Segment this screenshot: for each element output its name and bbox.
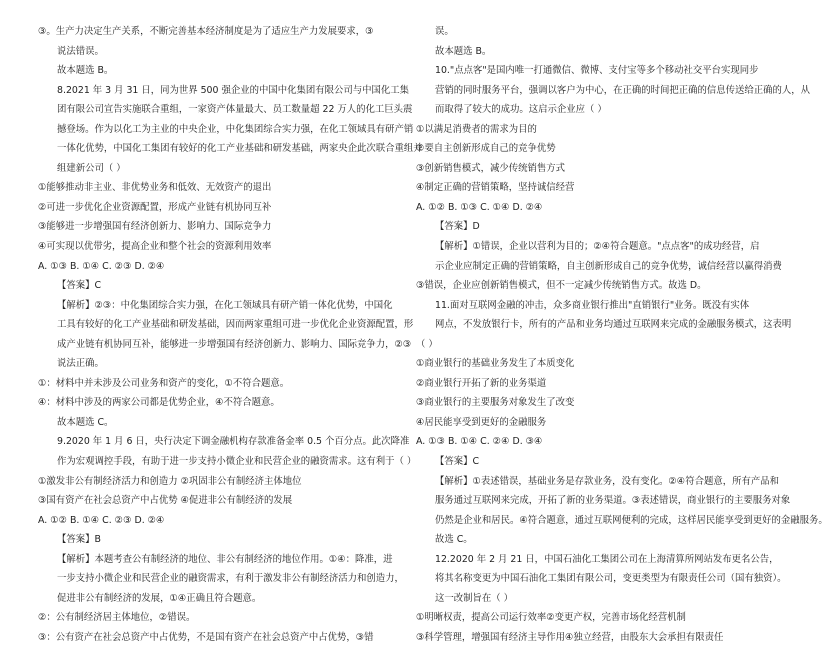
text-line: ③能够进一步增强国有经济创新力、影响力、国际竞争力 (38, 221, 272, 233)
left-column (38, 22, 423, 648)
text-line: 10."点点客"是国内唯一打通微信、微博、支付宝等多个移动社交平台实现同步 (435, 65, 759, 77)
text-line: 团有限公司宣告实施联合重组，一家资产体量最大、员工数量超 22 万人的化工巨头震 (57, 104, 413, 116)
text-line: 示企业应制定正确的营销策略，自主创新形成自己的竞争优势，诚信经营以赢得消费 (435, 260, 782, 272)
text-line: 【答案】B (57, 534, 101, 546)
text-line: 仍然是企业和居民。④符合题意，通过互联网便利的完成，这样居民能享受到更好的金融服务。 (435, 514, 828, 526)
text-line: 说法正确。 (57, 358, 104, 370)
text-line: A. ①② B. ①④ C. ②③ D. ②④ (38, 514, 165, 526)
text-line: 成产业链有机协同互补，能够进一步增强国有经济创新力、影响力、国际竞争力，②③ (57, 338, 412, 350)
text-line: 11.面对互联网金融的冲击，众多商业银行推出"直销银行"业务。既没有实体 (435, 299, 750, 311)
text-line: ④居民能享受到更好的金融服务 (416, 416, 547, 428)
text-line: A. ①③ B. ①④ C. ②③ D. ②④ (38, 260, 165, 272)
text-line: 12.2020 年 2 月 21 日，中国石油化工集团公司在上海清算所网站发布更名公告， (435, 553, 779, 565)
text-line: A. ①③ B. ①④ C. ②④ D. ③④ (416, 436, 543, 448)
text-line: ③商业银行的主要服务对象发生了改变 (416, 397, 575, 409)
text-line: 一步支持小微企业和民营企业的融资需求，有利于激发非公有制经济活力和创造力， (57, 573, 404, 585)
text-line: ③创新销售模式，减少传统销售方式 (416, 162, 566, 174)
text-line: 一体化优势，中国化工集团有较好的化工产业基础和研发基础，两家央企此次联合重组并 (57, 143, 423, 155)
text-line: ②：公有制经济居主体地位，②错误。 (38, 612, 196, 624)
text-line: 【答案】D (435, 221, 480, 233)
text-line: 故本题选 B。 (57, 65, 114, 77)
text-line: ①商业银行的基础业务发生了本质变化 (416, 358, 575, 370)
text-line: 服务通过互联网来完成，开拓了新的业务渠道。③表述错误，商业银行的主要服务对象 (435, 495, 791, 507)
text-line: 撼登场。作为以化工为主业的中央企业，中化集团综合实力强，在化工领域具有研产销 (57, 123, 414, 135)
text-line: 故本题选 B。 (435, 45, 492, 57)
text-line: 故选 C。 (435, 534, 473, 546)
text-line: 故本题选 C。 (57, 416, 114, 428)
text-line: 网点，不发放银行卡，所有的产品和业务均通过互联网来完成的金融服务模式，这表明 (435, 319, 792, 331)
text-line: ④可实现以优带劣，提高企业和整个社会的资源利用效率 (38, 241, 272, 253)
text-line: ③。生产力决定生产关系，不断完善基本经济制度是为了适应生产力发展要求，③ (38, 26, 374, 37)
text-line: 营销的同时服务平台，强调以客户为中心，在正确的时间把正确的信息传送给正确的人，从 (435, 84, 811, 96)
text-line: 促进非公有制经济的发展，①④正确且符合题意。 (57, 592, 262, 604)
text-line: ②可进一步优化企业资源配置，形成产业链有机协同互补 (38, 201, 272, 213)
text-line: ③科学管理，增强国有经济主导作用④独立经营，由股东大会承担有限责任 (416, 631, 724, 643)
text-line: ②要自主创新形成自己的竞争优势 (416, 143, 556, 155)
text-line: 将其名称变更为中国石油化工集团有限公司，变更类型为有限责任公司（国有独资）。 (435, 573, 787, 585)
text-line: 【解析】①表述错误，基础业务是存款业务，没有变化。②④符合题意，所有产品和 (435, 475, 779, 487)
text-line: ①激发非公有制经济活力和创造力 ②巩固非公有制经济主体地位 (38, 475, 302, 487)
text-line: ③国有资产在社会总资产中占优势 ④促进非公有制经济的发展 (38, 495, 293, 507)
text-line: 组建新公司（ ） (57, 162, 126, 174)
text-line: 【解析】本题考查公有制经济的地位、非公有制经济的地位作用。①④：降准，进 (57, 553, 393, 565)
text-line: ①明晰权责，提高公司运行效率②变更产权，完善市场化经营机制 (416, 612, 686, 624)
text-line: 作为宏观调控手段，有助于进一步支持小微企业和民营企业的融资需求。这有利于（ ） (57, 456, 417, 468)
text-line: ④：材料中涉及的两家公司都是优势企业，④不符合题意。 (38, 397, 280, 409)
text-line: ①以满足消费者的需求为目的 (416, 123, 537, 135)
text-line: ②商业银行开拓了新的业务渠道 (416, 377, 547, 389)
text-line: 工具有较好的化工产业基础和研发基础，因而两家重组可进一步优化企业资源配置，形 (57, 319, 414, 331)
text-line: 这一改制旨在（ ） (435, 592, 513, 604)
right-column (416, 22, 828, 648)
text-line: 8.2021 年 3 月 31 日，同为世界 500 强企业的中国中化集团有限公司与中国化工集 (57, 84, 409, 96)
text-line: ①能够推动非主业、非优势业务和低效、无效资产的退出 (38, 182, 272, 194)
text-line: （ ） (416, 338, 438, 350)
text-line: 【解析】①错误，企业以营利为目的；②④符合题意。"点点客"的成功经营，启 (435, 241, 760, 253)
text-line: 而取得了较大的成功。这启示企业应（ ） (435, 104, 607, 116)
text-line: ③错误，企业应创新销售模式，但不一定减少传统销售方式。故选 D。 (416, 280, 707, 292)
text-line: 【解析】②③：中化集团综合实力强，在化工领域具有研产销一体化优势，中国化 (57, 299, 393, 311)
text-line: 9.2020 年 1 月 6 日，央行决定下调金融机构存款准备金率 0.5 个百分点。此次降准 (57, 436, 410, 448)
text-line: 【答案】C (435, 456, 480, 468)
text-line: ①：材料中并未涉及公司业务和资产的变化，①不符合题意。 (38, 377, 290, 389)
text-line: 说法错误。 (57, 45, 104, 57)
text-line: ④制定正确的营销策略，坚持诚信经营 (416, 182, 575, 194)
text-line: 误。 (435, 26, 454, 37)
text-line: 【答案】C (57, 280, 102, 292)
text-line: ③：公有资产在社会总资产中占优势，不是国有资产在社会总资产中占优势，③错 (38, 631, 374, 643)
text-line: A. ①② B. ①③ C. ①④ D. ②④ (416, 201, 543, 213)
